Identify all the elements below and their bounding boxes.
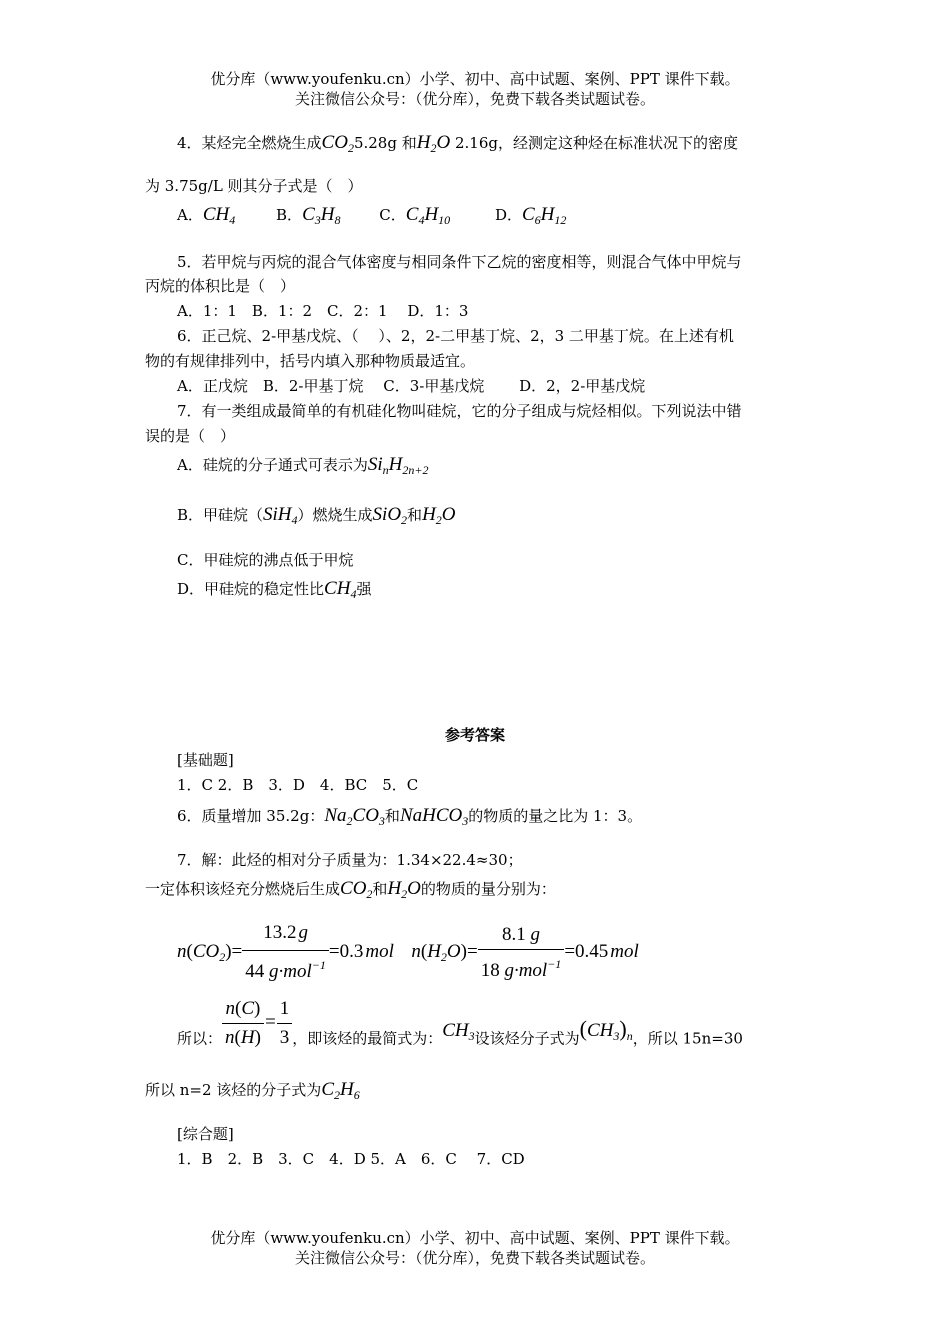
question-5-line-1: 5．若甲烷与丙烷的混合气体密度与相同条件下乙烷的密度相等，则混合气体中甲烷与 — [177, 253, 742, 271]
question-4-options: A．$CH_4$ B．$C_3H_8$ C．$C_4H_{10}$ D．$C_6H_{12}$ — [177, 204, 567, 227]
basic-label: [基础题] — [177, 751, 234, 769]
question-5-line-2: 丙烷的体积比是（ ） — [145, 277, 296, 295]
footer-line-1: 优分库（www.youfenku.cn）小学、初中、高中试题、案例、PPT 课件下载。 — [210, 1229, 740, 1247]
question-7-line-1: 7．有一类组成最简单的有机硅化物叫硅烷，它的分子组成与烷烃相似。下列说法中错 — [177, 402, 742, 420]
ratio-line: 所以： $\frac{n(C)}{n(H)}$ = $\frac{1}{3}$ ，即该烃的最简式为：$CH_3$设该烃分子式为$(CH_3)_n$，所以 15n=30 — [177, 998, 743, 1048]
question-5-options: A．1：1 B．1：2 C．2：1 D．1：3 — [177, 302, 469, 320]
footer-line-2: 关注微信公众号：（优分库），免费下载各类试题试卷。 — [294, 1249, 655, 1267]
header-line-2: 关注微信公众号：（优分库），免费下载各类试题试卷。 — [294, 90, 655, 108]
equation-moles: $n(CO_2)=$ $\frac{13.2 g}{44 g\cdot mol^{-1}}$ =0.3 mol $n(H_2O)=$ $\frac{8.1 g}{18 g\cdot mol^{-1}}$ =0.45 mol — [177, 922, 639, 982]
question-6-options: A．正戊烷 B．2-甲基丁烷 C．3-甲基戊烷 D．2，2-甲基戊烷 — [177, 377, 646, 395]
answer-7-line-2: 一定体积该烃充分燃烧后生成$CO_2$和$H_2O$的物质的量分别为： — [145, 878, 556, 901]
basic-answers: 1．C 2．B 3．D 4．BC 5．C — [177, 776, 419, 794]
question-7-option-d: D．甲硅烷的稳定性比$CH_4$强 — [177, 578, 372, 601]
header-line-1: 优分库（www.youfenku.cn）小学、初中、高中试题、案例、PPT 课件下载。 — [210, 70, 740, 88]
question-7-option-c: C．甲硅烷的沸点低于甲烷 — [177, 551, 354, 569]
comprehensive-answers: 1．B 2．B 3．C 4．D 5．A 6．C 7．CD — [177, 1150, 525, 1168]
question-7-option-a: A．硅烷的分子通式可表示为$Si_nH_{2n+2}$ — [177, 454, 429, 477]
answer-7-line-1: 7．解：此烃的相对分子质量为：1.34×22.4≈30； — [177, 851, 523, 869]
question-7-line-2: 误的是（ ） — [145, 427, 236, 445]
question-4-line-1: 4．某烃完全燃烧生成$CO_25.28g$ 和$H_2O$ 2.16g，经测定这种烃在标准状况下的密度 — [177, 132, 738, 155]
final-formula: 所以 n=2 该烃的分子式为$C_2H_6$ — [145, 1079, 360, 1102]
question-4-line-2: 为 3.75g/L 则其分子式是（ ） — [145, 177, 363, 195]
question-6-line-1: 6．正己烷、2-甲基戊烷、（ ）、2，2-二甲基丁烷、2，3 二甲基丁烷。在上述有机 — [177, 327, 734, 345]
answer-6: 6．质量增加 35.2g：$Na_2CO_3$和NaHCO$_3$的物质的量之比为 1：3。 — [177, 805, 643, 828]
comprehensive-label: [综合题] — [177, 1125, 234, 1143]
question-6-line-2: 物的有规律排列中，括号内填入那种物质最适宜。 — [145, 352, 476, 370]
question-7-option-b: B．甲硅烷（SiH$_4$）燃烧生成SiO$_2$和$H_2O$ — [177, 504, 456, 527]
answers-title: 参考答案 — [444, 726, 505, 744]
